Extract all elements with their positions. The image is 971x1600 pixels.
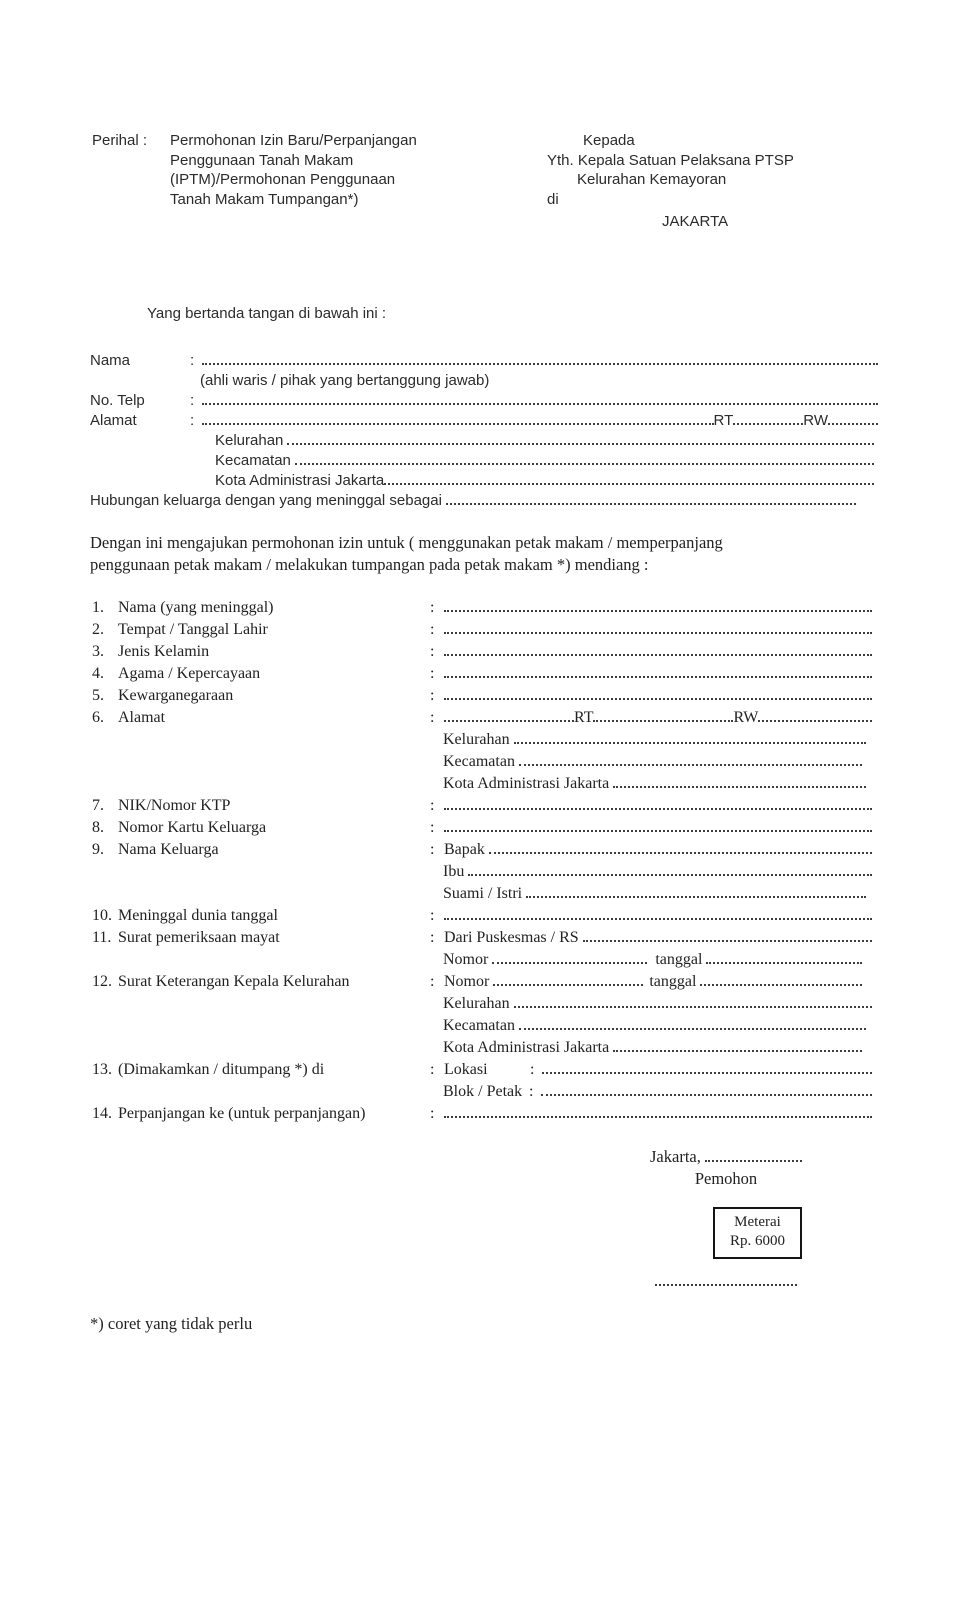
subject-line-4: Tanah Makam Tumpangan*) xyxy=(170,190,359,208)
applicant-name-note-row xyxy=(90,372,878,392)
rt-fill-line xyxy=(733,422,803,425)
colon: : xyxy=(430,929,435,946)
item-label: Surat Keterangan Kepala Kelurahan xyxy=(118,973,350,990)
colon: : xyxy=(430,819,435,836)
applicant-kecamatan-row xyxy=(90,452,878,472)
kota-fill-line xyxy=(384,482,874,485)
signer-role: Pemohon xyxy=(694,1169,758,1188)
kota-label: Kota Administrasi Jakarta xyxy=(443,1039,610,1056)
colon: : xyxy=(430,687,435,704)
colon: : xyxy=(430,907,435,924)
form-item-11 xyxy=(92,929,872,951)
nomor-label: Nomor xyxy=(443,951,489,968)
form-item-7 xyxy=(92,797,872,819)
form-item-13-blok-row xyxy=(92,1083,872,1105)
item-label: Agama / Kepercayaan xyxy=(118,665,261,682)
form-item-3 xyxy=(92,643,872,665)
item-13-lokasi-fill-line xyxy=(542,1071,872,1074)
colon: : xyxy=(190,352,195,369)
footnote: *) coret yang tidak perlu xyxy=(90,1314,253,1333)
rt-label: RT xyxy=(713,412,734,429)
colon: : xyxy=(430,797,435,814)
letter-header xyxy=(92,131,880,230)
form-item-12-kecamatan-row xyxy=(92,1017,872,1039)
address-label: Alamat xyxy=(90,412,137,429)
name-label: Nama xyxy=(90,352,131,369)
date-fill-line xyxy=(705,1159,802,1162)
item-1-fill-line xyxy=(444,609,872,612)
form-item-13 xyxy=(92,1061,872,1083)
addressee-city: JAKARTA xyxy=(662,213,729,230)
phone-fill-line xyxy=(202,402,878,405)
applicant-kota-row xyxy=(90,472,878,492)
subject-lines xyxy=(170,131,417,209)
item-9-suami-istri-fill-line xyxy=(526,895,866,898)
item-label: Tempat / Tanggal Lahir xyxy=(118,621,268,638)
addressee-kepada: Kepada xyxy=(583,132,635,149)
form-item-6-kecamatan-row xyxy=(92,753,872,775)
puskesmas-label: Dari Puskesmas / RS xyxy=(444,929,579,946)
tanggal-label: tanggal xyxy=(649,973,697,990)
item-5-fill-line xyxy=(444,697,872,700)
item-12-kota-fill-line xyxy=(613,1049,862,1052)
form-item-4 xyxy=(92,665,872,687)
form-item-14 xyxy=(92,1105,872,1127)
form-item-6-kelurahan-row xyxy=(92,731,872,753)
colon: : xyxy=(430,643,435,660)
applicant-address-row xyxy=(90,412,878,432)
item-12-kecamatan-fill-line xyxy=(519,1027,866,1030)
applicant-relation-row xyxy=(90,492,878,512)
form-item-6-kota-row xyxy=(92,775,872,797)
kecamatan-fill-line xyxy=(295,462,874,465)
applicant-name-row xyxy=(90,352,878,372)
signature-block xyxy=(650,1146,802,1190)
form-item-12 xyxy=(92,973,872,995)
item-number: 10. xyxy=(92,907,112,924)
applicant-kelurahan-row xyxy=(90,432,878,452)
subject-label: Perihal : xyxy=(92,132,148,149)
form-item-5 xyxy=(92,687,872,709)
colon: : xyxy=(530,1061,535,1078)
statement-line-1: Dengan ini mengajukan permohonan izin untuk ( menggunakan petak makam / memperpanjang xyxy=(90,533,723,552)
address-fill-line xyxy=(202,422,714,425)
kecamatan-label: Kecamatan xyxy=(215,452,291,469)
item-6-fill-line xyxy=(444,719,574,722)
item-label: Alamat xyxy=(118,709,166,726)
statement-paragraph xyxy=(90,532,880,575)
item-number: 8. xyxy=(92,819,104,836)
item-8-fill-line xyxy=(444,829,872,832)
relation-label: Hubungan keluarga dengan yang meninggal sebagai xyxy=(90,492,442,509)
rw-fill-line xyxy=(828,422,878,425)
item-6-kelurahan-fill-line xyxy=(514,741,866,744)
item-label: Perpanjangan ke (untuk perpanjangan) xyxy=(118,1105,366,1122)
colon: : xyxy=(430,841,435,858)
item-number: 3. xyxy=(92,643,104,660)
item-7-fill-line xyxy=(444,807,872,810)
item-6-kota-fill-line xyxy=(613,785,866,788)
rt-label: RT xyxy=(574,709,594,726)
tanggal-label: tanggal xyxy=(655,951,703,968)
item-label: Nomor Kartu Keluarga xyxy=(118,819,267,836)
item-label: Nama (yang meninggal) xyxy=(118,599,274,616)
item-number: 14. xyxy=(92,1105,112,1122)
kecamatan-label: Kecamatan xyxy=(443,753,515,770)
rw-label: RW xyxy=(803,412,828,429)
kota-label: Kota Administrasi Jakarta xyxy=(215,472,385,489)
nomor-label: Nomor xyxy=(444,973,490,990)
item-12-tanggal-fill-line xyxy=(700,983,862,986)
addressee-block xyxy=(547,131,794,232)
form-item-1 xyxy=(92,599,872,621)
blok-petak-label: Blok / Petak xyxy=(443,1083,523,1100)
item-number: 11. xyxy=(92,929,112,946)
colon: : xyxy=(529,1083,534,1100)
colon: : xyxy=(430,1061,435,1078)
form-item-9 xyxy=(92,841,872,863)
kelurahan-fill-line xyxy=(287,442,874,445)
date-line xyxy=(650,1146,802,1168)
addressee-yth: Yth. Kepala Satuan Pelaksana PTSP xyxy=(547,151,794,169)
form-item-12-kota-row xyxy=(92,1039,872,1061)
addressee-di: di xyxy=(547,190,559,208)
item-12-nomor-fill-line xyxy=(493,983,643,986)
stamp-line-2: Rp. 6000 xyxy=(729,1233,785,1249)
item-number: 1. xyxy=(92,599,104,616)
suami-istri-label: Suami / Istri xyxy=(443,885,523,902)
lokasi-label: Lokasi xyxy=(444,1061,488,1078)
kelurahan-label: Kelurahan xyxy=(443,731,510,748)
item-number: 6. xyxy=(92,709,104,726)
item-9-ibu-fill-line xyxy=(468,873,872,876)
item-6-rw-fill-line xyxy=(758,719,872,722)
item-number: 2. xyxy=(92,621,104,638)
item-number: 7. xyxy=(92,797,104,814)
item-14-fill-line xyxy=(444,1115,872,1118)
kelurahan-label: Kelurahan xyxy=(215,432,284,449)
item-label: Surat pemeriksaan mayat xyxy=(118,929,280,946)
applicant-phone-row xyxy=(90,392,878,412)
colon: : xyxy=(430,665,435,682)
form-item-2 xyxy=(92,621,872,643)
colon: : xyxy=(430,1105,435,1122)
item-number: 4. xyxy=(92,665,104,682)
form-item-12-kelurahan-row xyxy=(92,995,872,1017)
subject-block xyxy=(92,131,417,209)
item-label: (Dimakamkan / ditumpang *) di xyxy=(118,1061,325,1078)
subject-line-2: Penggunaan Tanah Makam xyxy=(170,151,354,169)
item-label: Kewarganegaraan xyxy=(118,687,234,704)
opening-line: Yang bertanda tangan di bawah ini : xyxy=(147,305,387,322)
ibu-label: Ibu xyxy=(443,863,465,880)
signature-dotted-line xyxy=(655,1283,797,1286)
item-11-puskesmas-fill-line xyxy=(583,939,872,942)
item-11-nomor-fill-line xyxy=(492,961,647,964)
relation-fill-line xyxy=(446,502,856,505)
deceased-details-list xyxy=(92,599,872,1127)
kelurahan-label: Kelurahan xyxy=(443,995,510,1012)
form-item-8 xyxy=(92,819,872,841)
bapak-label: Bapak xyxy=(444,841,485,858)
colon: : xyxy=(430,621,435,638)
place-label: Jakarta, xyxy=(650,1147,701,1166)
addressee-kelurahan: Kelurahan Kemayoran xyxy=(577,171,727,188)
item-label: NIK/Nomor KTP xyxy=(118,797,231,814)
item-6-rt-fill-line xyxy=(593,719,733,722)
name-note: (ahli waris / pihak yang bertanggung jawab) xyxy=(200,372,490,389)
item-number: 13. xyxy=(92,1061,112,1078)
item-number: 12. xyxy=(92,973,112,990)
item-label: Meninggal dunia tanggal xyxy=(118,907,278,924)
item-number: 9. xyxy=(92,841,104,858)
item-2-fill-line xyxy=(444,631,872,634)
colon: : xyxy=(430,599,435,616)
form-item-6 xyxy=(92,709,872,731)
subject-line-3: (IPTM)/Permohonan Penggunaan xyxy=(170,171,396,188)
form-item-10 xyxy=(92,907,872,929)
form-item-11-nomor-row xyxy=(92,951,872,973)
colon: : xyxy=(190,392,195,409)
item-label: Jenis Kelamin xyxy=(118,643,210,660)
form-item-9-suami-istri-row xyxy=(92,885,872,907)
statement-line-2: penggunaan petak makam / melakukan tumpangan pada petak makam *) mendiang : xyxy=(90,554,649,574)
colon: : xyxy=(190,412,195,429)
phone-label: No. Telp xyxy=(90,392,145,409)
item-11-tanggal-fill-line xyxy=(706,961,862,964)
item-12-kelurahan-fill-line xyxy=(514,1005,872,1008)
item-6-kecamatan-fill-line xyxy=(519,763,862,766)
kecamatan-label: Kecamatan xyxy=(443,1017,515,1034)
colon: : xyxy=(430,709,435,726)
subject-line-1: Permohonan Izin Baru/Perpanjangan xyxy=(170,132,417,149)
kota-label: Kota Administrasi Jakarta xyxy=(443,775,610,792)
item-4-fill-line xyxy=(444,675,872,678)
item-label: Nama Keluarga xyxy=(118,841,219,858)
rw-label: RW xyxy=(733,709,759,726)
item-10-fill-line xyxy=(444,917,872,920)
item-number: 5. xyxy=(92,687,104,704)
name-fill-line xyxy=(202,362,878,365)
colon: : xyxy=(430,973,435,990)
form-item-9-ibu-row xyxy=(92,863,872,885)
stamp-line-1: Meterai xyxy=(734,1214,781,1230)
item-13-blok-fill-line xyxy=(541,1093,872,1096)
applicant-fields xyxy=(90,352,878,512)
stamp-box xyxy=(713,1207,802,1259)
item-3-fill-line xyxy=(444,653,872,656)
item-9-bapak-fill-line xyxy=(489,851,872,854)
